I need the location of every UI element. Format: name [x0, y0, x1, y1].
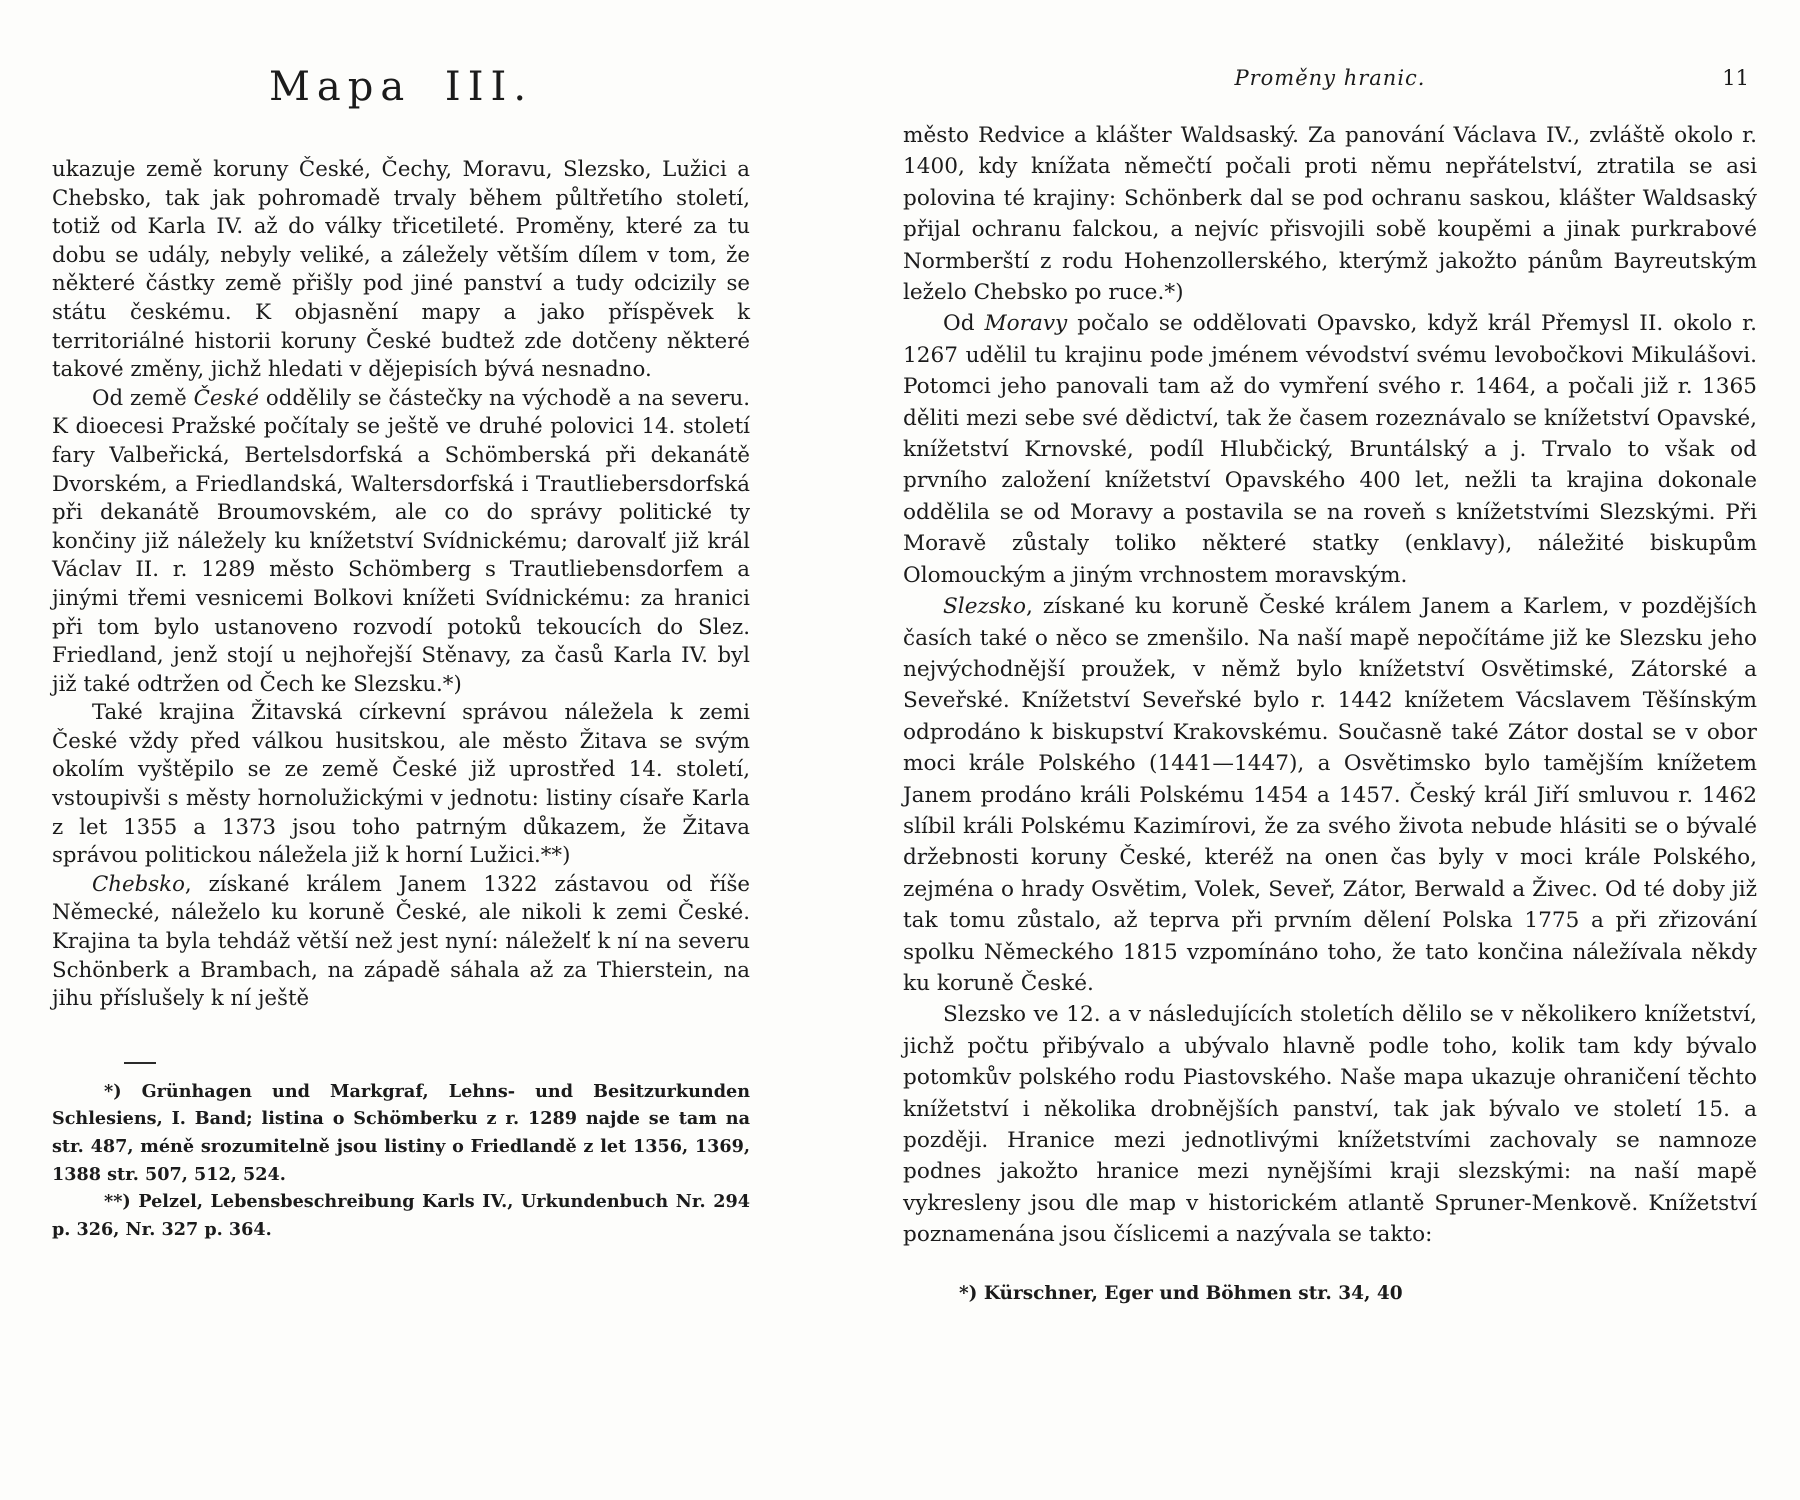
paragraph-text: město Redvice a klášter Waldsaský. Za panování Václava IV., zvláště okolo r. 1400, kdy knížata němečtí počali proti němu nepřátelství, ztratila se asi polovina té krajiny: Schönberk dal se pod ochranu saskou, klášter Waldsaský přijal ochranu falckou, a nejvíc přisvojili sobě koupěmi a jinak purkrabové Normberští z rodu Hohenzollerského, kterýmž jakožto pánům Bayreutským leželo Chebsko po ruce.*): [903, 123, 1757, 306]
footnote: *) Kürschner, Eger und Böhmen str. 34, 40: [959, 1282, 1403, 1304]
body-paragraph: [903, 999, 1757, 1250]
paragraph-text: počalo se oddělovati Opavsko, když král Přemysl II. okolo r. 1267 udělil tu krajinu pode jménem vévodství svému levobočkovi Mikulášovi. Potomci jeho panovali tam až do vymření svého r. 1464, a počali již r. 1365 děliti mezi sebe své dědictví, tak že časem rozeznávalo se knížetství Opavské, knížetství Krnovské, podíl Hlubčický, Bruntálský a j. Trvalo to však od prvního založení knížetství Opavského 400 let, nežli ta krajina dokonale oddělila se od Moravy a postavila se na roveň s knížetstvími Slezskými. Při Moravě zůstaly toliko některé statky (enklavy), náležité biskupům Olomouckým a jiným vrchnostem moravským.: [903, 311, 1757, 588]
paragraph-text: Také krajina Žitavská církevní správou náležela k zemi České vždy před válkou husitskou, ale město Žitava se svým okolím vyštěpilo se ze země České již uprostřed 14. století, vstoupivši s městy hornolužickými v jednotu: listiny císaře Karla z let 1355 a 1373 jsou toho patrným důkazem, že Žitava správou politickou náležela již k horní Lužici.**): [52, 700, 750, 869]
paragraph-text: Od: [943, 311, 985, 337]
page-number: 11: [1722, 66, 1749, 90]
footnote: *) Grünhagen und Markgraf, Lehns- und Besitzurkunden Schlesiens, I. Band; listina o Schömberku z r. 1289 najde se tam na str. 487, méně srozumitelně jsou listiny o Friedlandě z let 1356, 1369, 1388 str. 507, 512, 524.: [52, 1080, 750, 1185]
body-paragraph: [52, 156, 750, 385]
paragraph-text: oddělily se částečky na východě a na severu. K dioecesi Pražské počítaly se ještě ve druhé polovici 14. století fary Valbeřická, Bertelsdorfská a Schömberská při dekanátě Dvorském, a Friedlandská, Waltersdorfská i Trautliebersdorfská při dekanátě Broumovském, ale co do správy politické ty končiny již náležely ku knížetství Svídnickému; darovalť již král Václav II. r. 1289 město Schömberg s Trautliebensdorfem a jinými třemi vesnicemi Bolkovi knížeti Svídnickému: za hranici při tom bylo ustanoveno rozvodí potoků tekoucích do Slez. Friedland, jenž stojí u nejhořejší Stěnavy, za časů Karla IV. byl již také odtržen od Čech ke Slezsku.*): [52, 385, 750, 697]
paragraph-text: Od země: [92, 385, 194, 411]
page-title: Mapa III.: [268, 64, 534, 110]
body-paragraph: [52, 871, 750, 1014]
running-header: Proměny hranic.: [1234, 66, 1426, 90]
right-page-body: [903, 120, 1757, 1251]
page-left: [52, 56, 750, 1243]
running-head-row: [903, 66, 1757, 106]
paragraph-italic: České: [193, 385, 259, 411]
paragraph-italic: Chebsko: [92, 871, 185, 897]
body-paragraph: [52, 385, 750, 700]
body-paragraph: [903, 308, 1757, 591]
body-paragraph: [52, 699, 750, 871]
paragraph-text: , získané králem Janem 1322 zástavou od říše Německé, náleželo ku koruně České, ale nikoli k zemi České. Krajina ta byla tehdáž větší než jest nyní: náleželť k ní na severu Schönberk a Brambach, na západě sáhala až za Thierstein, na jihu příslušely k ní ještě: [52, 871, 750, 1012]
footnote: **) Pelzel, Lebensbeschreibung Karls IV., Urkundenbuch Nr. 294 p. 326, Nr. 327 p. 364.: [52, 1191, 750, 1240]
left-page-body: [52, 156, 750, 1014]
paragraph-text: ukazuje země koruny České, Čechy, Moravu, Slezsko, Lužici a Chebsko, tak jak pohromadě trvaly během půltřetího století, totiž od Karla IV. až do války třicetileté. Proměny, které za tu dobu se udály, nebyly veliké, a záležely větším dílem v tom, že některé částky země přišly pod jiné panství a tudy odcizily se státu českému. K objasnění mapy a jako příspěvek k territoriálné historii koruny České budtež zde dotčeny některé takové změny, jichž hledati v dějepisích bývá nesnadno.: [52, 157, 750, 383]
paragraph-italic: Slezsko: [943, 594, 1027, 620]
page-right: [903, 66, 1757, 1304]
body-paragraph: [903, 120, 1757, 308]
left-page-footnotes: [52, 1078, 750, 1244]
paragraph-text: Slezsko ve 12. a v následujících stoletích dělilo se v několikero knížetství, jichž počtu přibývalo a ubývalo hlavně podle toho, kolik tam kdy bývalo potomkův polského rodu Piastovského. Naše mapa ukazuje ohraničení těchto knížetství i několika drobnějších panství, tak jak bývalo ve století 15. a později. Hranice mezi jednotlivými knížetstvími zachovaly se namnoze podnes jakožto hranice mezi nynějšími kraji slezskými: na naší mapě vykresleny jsou dle map v historickém atlantě Spruner-Menkově. Knížetství poznamenána jsou číslicemi a nazývala se takto:: [903, 1002, 1757, 1248]
paragraph-text: , získané ku koruně České králem Janem a Karlem, v pozdějších časích také o něco se zmenšilo. Na naší mapě nepočítáme již ke Slezsku jeho nejvýchodnější proužek, v němž bylo knížetství Osvětimské, Zátorské a Seveřské. Knížetství Seveřské bylo r. 1442 knížetem Vácslavem Těšínským odprodáno k biskupství Krakovskému. Současně také Zátor dostal se v obor moci krále Polského (1441—1447), a Osvětimsko bylo tamějším knížetem Janem prodáno králi Polskému 1454 a 1457. Český král Jiří smluvou r. 1462 slíbil králi Polskému Kazimírovi, že za svého života nebude hlásiti se o bývalé držebnosti koruny České, kteréž na onen čas byly v moci krále Polského, zejména o hrady Osvětim, Volek, Seveř, Zátor, Berwald a Živec. Od té doby již tak tomu zůstalo, až teprva při prvním dělení Polska 1775 a při zřizování spolku Německého 1815 vzpomínáno toho, že tato končina náležívala někdy ku koruně České.: [903, 594, 1757, 996]
body-paragraph: [903, 591, 1757, 999]
paragraph-italic: Moravy: [984, 311, 1068, 337]
footnote-separator: [124, 1062, 156, 1064]
